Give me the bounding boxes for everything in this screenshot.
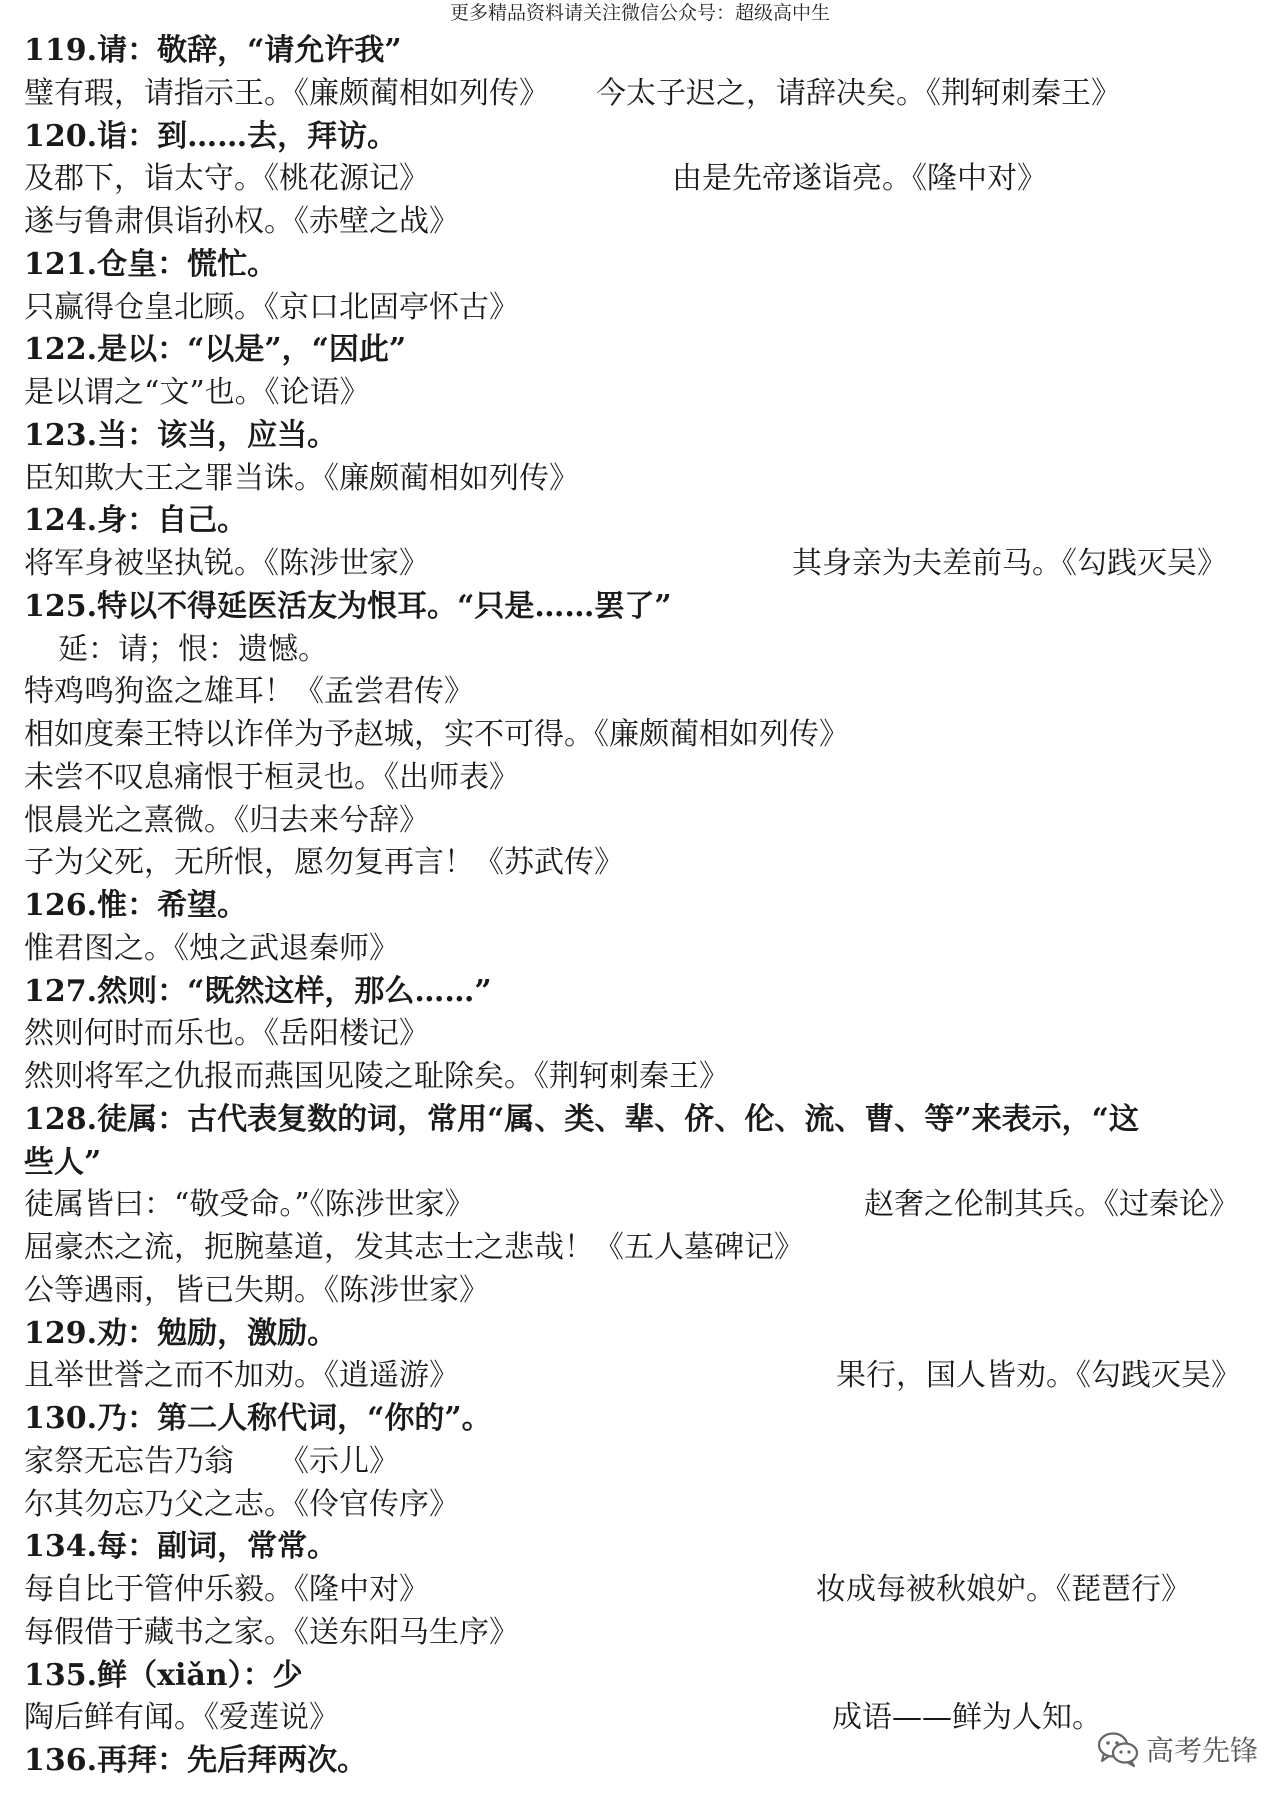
example-line: 及郡下，诣太守。《桃花源记》 由是先帝遂诣亮。《隆中对》 [24, 161, 1047, 197]
example-line: 恨晨光之熹微。《归去来兮辞》 [24, 802, 429, 838]
example-line: 每自比于管仲乐毅。《隆中对》 妆成每被秋娘妒。《琵琶行》 [24, 1572, 1191, 1607]
example-line: 相如度秦王特以诈佯为予赵城，实不可得。《廉颇蔺相如列传》 [24, 717, 849, 752]
example-line: 将军身被坚执锐。《陈涉世家》 其身亲为夫差前马。《勾践灭吴》 [24, 546, 1227, 581]
document-body [24, 30, 1264, 1783]
example-line: 陶后鲜有闻。《爱莲说》 成语——鲜为人知。 [24, 1700, 1102, 1736]
example-line: 是以谓之“文”也。《论语》 [24, 375, 370, 410]
entry-heading: 126.惟：希望。 [24, 888, 248, 923]
entry-heading: 129.劝：勉励，激励。 [24, 1315, 338, 1351]
example-line: 徒属皆曰：“敬受命。”《陈涉世家》 赵奢之伦制其兵。《过秦论》 [24, 1187, 1239, 1223]
example-line: 每假借于藏书之家。《送东阳马生序》 [24, 1614, 519, 1650]
example-line: 家祭无忘告乃翁 《示儿》 [24, 1443, 399, 1479]
example-line: 尔其勿忘乃父之志。《伶官传序》 [24, 1486, 459, 1522]
watermark-text: 高考先锋 [1145, 1734, 1258, 1767]
example-line: 屈豪杰之流，扼腕墓道，发其志士之悲哉！《五人墓碑记》 [24, 1230, 804, 1265]
example-line: 子为父死，无所恨，愿勿复再言！《苏武传》 [24, 845, 624, 881]
example-line: 未尝不叹息痛恨于桓灵也。《出师表》 [24, 759, 519, 795]
entry-heading: 120.诣：到……去，拜访。 [24, 118, 398, 154]
entry-heading: 124.身：自己。 [24, 503, 248, 539]
entry-heading: 136.再拜：先后拜两次。 [24, 1743, 368, 1778]
example-line: 然则将军之仇报而燕国见陵之耻除矣。《荆轲刺秦王》 [24, 1059, 729, 1094]
example-line: 特鸡鸣狗盗之雄耳！《孟尝君传》 [24, 674, 474, 710]
entry-heading: 123.当：该当，应当。 [24, 417, 338, 453]
example-line: 璧有瑕，请指示王。《廉颇蔺相如列传》 今太子迟之，请辞决矣。《荆轲刺秦王》 [24, 75, 1121, 111]
entry-heading: 128.徒属：古代表复数的词，常用“属、类、辈、侪、伦、流、曹、等”来表示，“这 [24, 1101, 1139, 1137]
wechat-icon [1096, 1729, 1140, 1769]
page-header: 更多精品资料请关注微信公众号：超级高中生 [449, 2, 830, 24]
entry-heading: 135.鲜（xiǎn）：少 [24, 1657, 303, 1693]
example-line: 公等遇雨，皆已失期。《陈涉世家》 [24, 1272, 489, 1308]
entry-heading: 125.特以不得延医活友为恨耳。“只是……罢了” [24, 588, 672, 624]
example-line: 且举世誉之而不加劝。《逍遥游》 果行，国人皆劝。《勾践灭吴》 [24, 1358, 1241, 1394]
example-line: 臣知欺大王之罪当诛。《廉颇蔺相如列传》 [24, 460, 579, 496]
entry-heading-continued: 些人” [24, 1144, 102, 1180]
wechat-watermark [1096, 1726, 1258, 1772]
entry-heading: 122.是以：“以是”，“因此” [24, 332, 407, 368]
example-line: 只赢得仓皇北顾。《京口北固亭怀古》 [24, 289, 519, 325]
example-line: 遂与鲁肃俱诣孙权。《赤壁之战》 [24, 204, 459, 239]
entry-heading: 121.仓皇：慌忙。 [24, 246, 278, 282]
entry-heading: 130.乃：第二人称代词，“你的”。 [24, 1401, 492, 1436]
definition-line: 延：请；恨：遗憾。 [58, 631, 328, 667]
example-line: 然则何时而乐也。《岳阳楼记》 [24, 1016, 429, 1052]
entry-heading: 134.每：副词，常常。 [24, 1529, 338, 1565]
entry-heading: 119.请：敬辞，“请允许我” [24, 33, 402, 68]
example-line: 惟君图之。《烛之武退秦师》 [24, 930, 399, 966]
entry-heading: 127.然则：“既然这样，那么……” [24, 973, 492, 1009]
